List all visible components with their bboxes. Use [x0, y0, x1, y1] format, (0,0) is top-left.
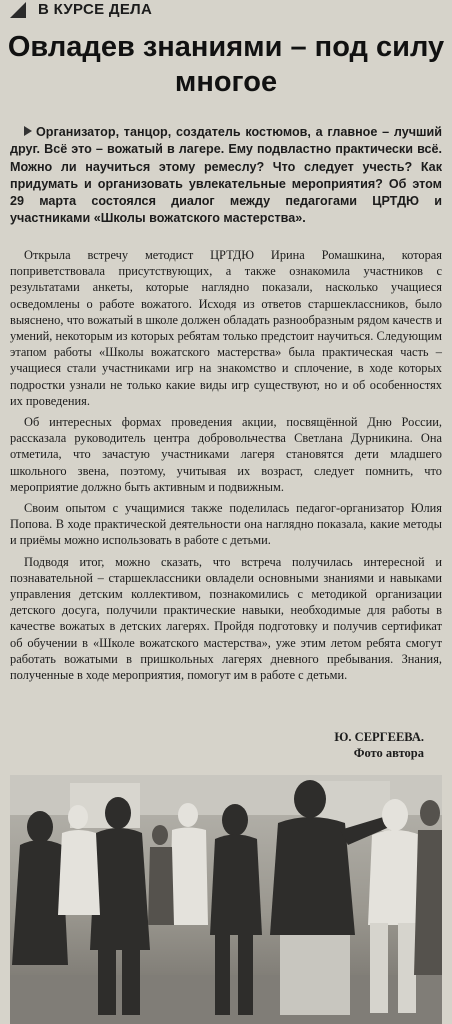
article-body [10, 247, 442, 688]
body-paragraph: Открыла встречу методист ЦРТДЮ Ирина Ромашкина, которая поприветствовала присутствующих, а также ознакомила участников с результатами анкеты, которые наглядно показали, насколько учащиеся осведомлены о работе вожатого. Исходя из ответов старшеклассников, было выяснено, что вожатый в школе должен обладать разнообразным рядом качеств и умений, некоторым из которых ребятам только предстоит научиться. Следующим этапом работы «Школы вожатского мастерства» была практическая часть – учащиеся стали участниками игр на знакомство и сплочение, в ходе которых подростки узнали не только какие виды игр существуют, но и об особенностях их проведения. [10, 248, 442, 408]
byline [334, 729, 424, 761]
author-name: Ю. СЕРГЕЕВА. [334, 730, 424, 744]
lead-text: Организатор, танцор, создатель костюмов, а главное – лучший друг. Всё это – вожатый в лагере. Ему подвластно практически всё. Можно ли научиться этому ремеслу? Что следует учесть? Как придумать и организовать увлекательные мероприятия? Об этом 29 марта состоялся диалог между педагогами ЦРТДЮ и участниками «Школы вожатского мастерства». [10, 125, 442, 226]
rubric-triangle-icon [10, 2, 26, 18]
rubric-header [0, 0, 452, 20]
body-paragraph: Об интересных формах проведения акции, посвящённой Дню России, рассказала руководитель центра добровольчества Светлана Дурникина. Она отметила, что зачастую участниками лагеря становятся дети младшего школьного звена, поэтому, учитывая их возраст, следует помнить, что мероприятие должно быть активным и подвижным. [10, 415, 442, 494]
article-headline: Овладев знаниями – под силу многое [7, 31, 445, 98]
article-lead [10, 124, 442, 228]
lead-arrow-icon [24, 126, 32, 136]
body-paragraph: Своим опытом с учащимися также поделилась педагог-организатор Юлия Попова. В ходе практической деятельности она наглядно показала, какие методы и приёмы можно использовать в работе с детьми. [10, 501, 442, 548]
rubric-label: В КУРСЕ ДЕЛА [38, 1, 153, 18]
body-paragraph: Подводя итог, можно сказать, что встреча получилась интересной и познавательной – старшеклассники овладели основными знаниями и навыками управления детским коллективом, познакомились с методикой организации детского досуга, получили практические навыки, необходимые для работы в качестве вожатых в детских лагерях. Пройдя подготовку и получив сертификат об обучении в «Школе вожатского мастерства», уже этим летом ребята смогут работать вожатыми в пришкольных лагерях дневного пребывания. Знания, полученные в ходе мероприятия, помогут им в работе с детьми. [10, 554, 442, 683]
article-photo [10, 775, 442, 1024]
dancing-students-photo [10, 775, 442, 1024]
photo-credit: Фото автора [353, 746, 424, 760]
